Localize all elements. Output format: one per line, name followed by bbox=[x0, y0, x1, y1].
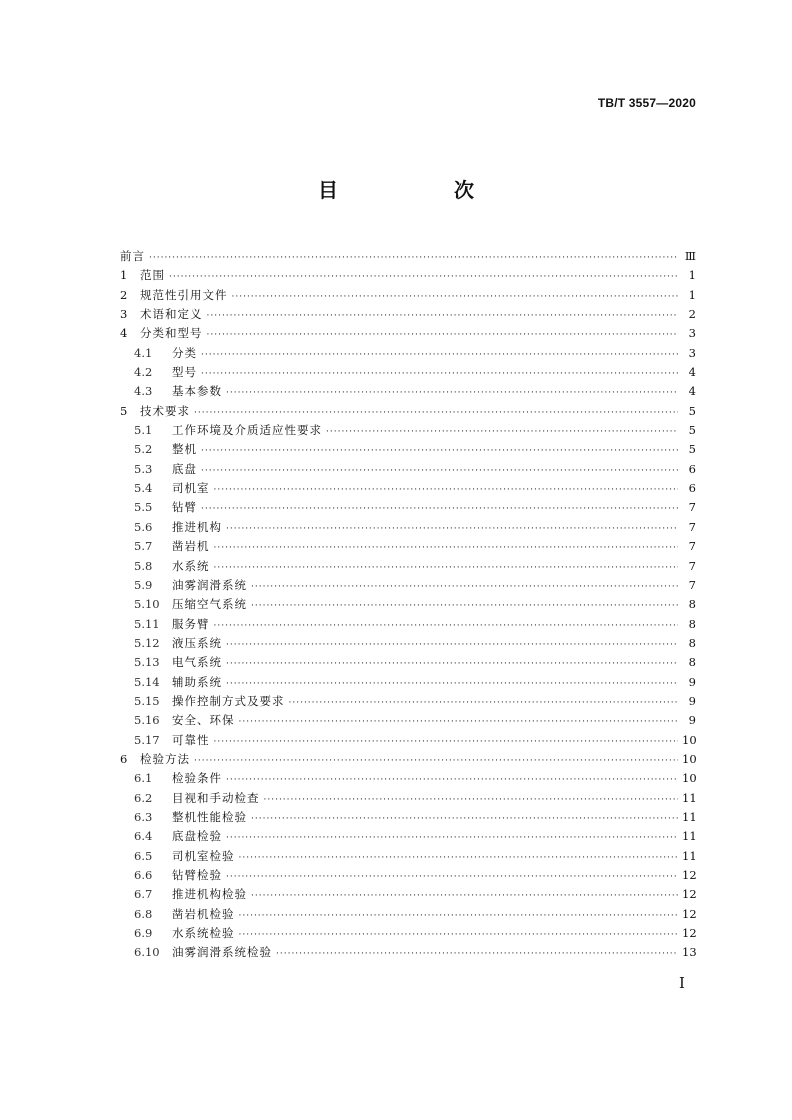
table-of-contents bbox=[120, 248, 696, 964]
toc-entry-page: 7 bbox=[688, 500, 696, 515]
toc-entry-title: 整机 bbox=[172, 442, 197, 457]
toc-entry-title: 检验条件 bbox=[172, 771, 222, 786]
toc-entry[interactable] bbox=[120, 422, 696, 441]
toc-entry-page: 10 bbox=[682, 771, 697, 786]
toc-entry-number: 6.9 bbox=[134, 926, 153, 941]
toc-entry-title: 分类和型号 bbox=[140, 326, 203, 341]
toc-leader-dots bbox=[251, 582, 678, 592]
toc-leader-dots bbox=[251, 891, 678, 901]
toc-entry-title: 凿岩机 bbox=[172, 539, 210, 554]
toc-entry-number: 6.5 bbox=[134, 848, 153, 863]
toc-entry[interactable] bbox=[120, 248, 696, 267]
toc-entry[interactable] bbox=[120, 712, 696, 731]
toc-entry-page: 2 bbox=[688, 307, 696, 322]
toc-entry-title: 安全、环保 bbox=[172, 713, 235, 728]
toc-entry-page: 9 bbox=[688, 713, 696, 728]
toc-leader-dots bbox=[169, 272, 678, 282]
toc-entry-title: 水系统检验 bbox=[172, 926, 235, 941]
toc-entry-page: 4 bbox=[688, 384, 696, 399]
toc-entry[interactable] bbox=[120, 732, 696, 751]
toc-leader-dots bbox=[251, 814, 678, 824]
toc-entry-title: 范围 bbox=[140, 268, 165, 283]
toc-entry[interactable] bbox=[120, 790, 696, 809]
toc-entry-number: 2 bbox=[120, 287, 128, 302]
toc-leader-dots bbox=[201, 504, 678, 514]
toc-entry-number: 5.12 bbox=[134, 635, 160, 650]
toc-entry-page: 7 bbox=[688, 577, 696, 592]
toc-entry[interactable] bbox=[120, 809, 696, 828]
toc-entry-number: 6 bbox=[120, 751, 128, 766]
toc-leader-dots bbox=[214, 485, 679, 495]
toc-entry[interactable] bbox=[120, 441, 696, 460]
toc-leader-dots bbox=[226, 659, 678, 669]
toc-leader-dots bbox=[201, 350, 678, 360]
toc-entry[interactable] bbox=[120, 654, 696, 673]
page-title: 目 次 bbox=[318, 178, 522, 202]
toc-leader-dots bbox=[214, 563, 679, 573]
toc-entry-number: 5.9 bbox=[134, 577, 153, 592]
toc-entry-title: 服务臂 bbox=[172, 616, 210, 631]
toc-leader-dots bbox=[207, 311, 679, 321]
toc-entry-number: 6.6 bbox=[134, 868, 153, 882]
toc-leader-dots bbox=[149, 253, 678, 263]
toc-entry-page: 11 bbox=[682, 790, 697, 805]
toc-entry[interactable] bbox=[120, 693, 696, 712]
toc-entry-title: 规范性引用文件 bbox=[140, 287, 228, 302]
toc-entry-number: 5.15 bbox=[134, 693, 160, 708]
toc-entry-title: 型号 bbox=[172, 365, 197, 380]
toc-entry-page: 8 bbox=[688, 616, 696, 631]
toc-entry-page: Ⅲ bbox=[684, 249, 696, 263]
toc-leader-dots bbox=[201, 466, 678, 476]
toc-entry-number: 5.16 bbox=[134, 713, 160, 728]
toc-leader-dots bbox=[239, 911, 679, 921]
toc-entry-page: 9 bbox=[688, 693, 696, 708]
toc-entry-title: 基本参数 bbox=[172, 384, 222, 399]
toc-entry[interactable] bbox=[120, 325, 696, 344]
toc-leader-dots bbox=[214, 737, 679, 747]
toc-leader-dots bbox=[201, 369, 678, 379]
page-number: Ⅰ bbox=[679, 974, 685, 992]
toc-entry-page: 6 bbox=[688, 481, 696, 496]
toc-entry[interactable] bbox=[120, 751, 696, 770]
toc-entry-number: 6.10 bbox=[134, 945, 160, 960]
standard-code: TB/T 3557—2020 bbox=[597, 96, 696, 110]
toc-leader-dots bbox=[239, 717, 679, 727]
toc-entry-page: 3 bbox=[688, 345, 696, 360]
toc-entry-title: 液压系统 bbox=[172, 635, 222, 650]
toc-entry[interactable] bbox=[120, 674, 696, 693]
toc-leader-dots bbox=[239, 853, 679, 863]
toc-entry-title: 司机室检验 bbox=[172, 848, 235, 863]
toc-entry-page: 8 bbox=[688, 655, 696, 670]
toc-entry-page: 1 bbox=[688, 268, 696, 283]
toc-leader-dots bbox=[201, 446, 678, 456]
toc-entry-number: 6.3 bbox=[134, 809, 153, 824]
toc-entry-title: 分类 bbox=[172, 345, 197, 360]
toc-entry-page: 10 bbox=[682, 751, 697, 766]
toc-entry-number: 5.17 bbox=[134, 732, 160, 747]
toc-entry-title: 推进机构检验 bbox=[172, 887, 247, 902]
toc-leader-dots bbox=[226, 775, 678, 785]
toc-entry[interactable] bbox=[120, 558, 696, 577]
toc-entry-number: 4 bbox=[120, 326, 128, 341]
toc-entry[interactable] bbox=[120, 596, 696, 615]
toc-entry[interactable] bbox=[120, 616, 696, 635]
toc-leader-dots bbox=[226, 524, 678, 534]
toc-entry-page: 11 bbox=[682, 848, 697, 863]
toc-entry-title: 凿岩机检验 bbox=[172, 906, 235, 921]
toc-entry[interactable] bbox=[120, 538, 696, 557]
toc-entry-page: 6 bbox=[688, 461, 696, 476]
toc-entry-title: 整机性能检验 bbox=[172, 809, 247, 824]
toc-entry-title: 推进机构 bbox=[172, 519, 222, 534]
toc-entry-page: 9 bbox=[688, 674, 696, 689]
toc-entry[interactable] bbox=[120, 848, 696, 867]
toc-entry-number: 3 bbox=[120, 307, 128, 322]
toc-entry-number: 5.7 bbox=[134, 539, 153, 554]
toc-leader-dots bbox=[276, 949, 678, 959]
toc-entry-number: 5.1 bbox=[134, 423, 153, 438]
toc-entry-title: 术语和定义 bbox=[140, 307, 203, 322]
toc-entry-page: 12 bbox=[682, 868, 697, 882]
toc-entry[interactable] bbox=[120, 577, 696, 596]
toc-entry-page: 10 bbox=[682, 732, 697, 747]
toc-entry-title: 底盘检验 bbox=[172, 829, 222, 844]
toc-entry-page: 11 bbox=[682, 809, 697, 824]
toc-entry-number: 6.2 bbox=[134, 790, 153, 805]
toc-entry[interactable] bbox=[120, 480, 696, 499]
toc-entry[interactable] bbox=[120, 770, 696, 789]
toc-entry-number: 4.2 bbox=[134, 365, 153, 380]
toc-entry[interactable] bbox=[120, 403, 696, 422]
toc-entry-page: 7 bbox=[688, 539, 696, 554]
toc-entry-page: 5 bbox=[688, 423, 696, 438]
toc-entry-title: 技术要求 bbox=[140, 403, 190, 418]
toc-entry-number: 5.10 bbox=[134, 597, 160, 612]
toc-entry[interactable] bbox=[120, 287, 696, 306]
toc-leader-dots bbox=[194, 408, 678, 418]
toc-entry-title: 检验方法 bbox=[140, 751, 190, 766]
toc-entry-title: 水系统 bbox=[172, 558, 210, 573]
toc-entry-number: 6.4 bbox=[134, 829, 153, 844]
toc-entry-number: 6.8 bbox=[134, 906, 153, 921]
toc-leader-dots bbox=[226, 833, 678, 843]
toc-entry[interactable] bbox=[120, 267, 696, 286]
toc-entry-page: 13 bbox=[682, 945, 697, 960]
toc-entry-number: 6.7 bbox=[134, 887, 153, 902]
toc-entry-title: 工作环境及介质适应性要求 bbox=[172, 423, 322, 438]
toc-leader-dots bbox=[239, 930, 679, 940]
toc-entry-title: 操作控制方式及要求 bbox=[172, 693, 285, 708]
toc-entry-title: 底盘 bbox=[172, 461, 197, 476]
toc-entry-page: 12 bbox=[682, 906, 697, 921]
toc-entry-number: 5.11 bbox=[134, 616, 160, 631]
toc-leader-dots bbox=[232, 292, 679, 302]
toc-entry-page: 8 bbox=[688, 635, 696, 650]
toc-entry-page: 12 bbox=[682, 887, 697, 902]
toc-entry-page: 3 bbox=[688, 326, 696, 341]
toc-entry-page: 5 bbox=[688, 403, 696, 418]
toc-entry[interactable] bbox=[120, 925, 696, 944]
toc-leader-dots bbox=[226, 679, 678, 689]
toc-entry-page: 12 bbox=[682, 926, 697, 941]
toc-entry-number: 6.1 bbox=[134, 771, 153, 786]
toc-entry-page: 11 bbox=[682, 829, 697, 844]
toc-entry-title: 钻臂 bbox=[172, 500, 197, 515]
toc-entry[interactable] bbox=[120, 364, 696, 383]
toc-entry-title: 前言 bbox=[120, 249, 145, 263]
toc-entry-number: 5.8 bbox=[134, 558, 153, 573]
toc-entry-page: 4 bbox=[688, 365, 696, 380]
toc-entry-page: 7 bbox=[688, 519, 696, 534]
toc-entry-title: 压缩空气系统 bbox=[172, 597, 247, 612]
toc-entry-number: 4.1 bbox=[134, 345, 153, 360]
toc-entry-title: 电气系统 bbox=[172, 655, 222, 670]
toc-entry-number: 1 bbox=[120, 268, 128, 283]
toc-leader-dots bbox=[251, 601, 678, 611]
toc-entry[interactable] bbox=[120, 499, 696, 518]
toc-entry[interactable] bbox=[120, 383, 696, 402]
toc-leader-dots bbox=[326, 427, 678, 437]
toc-entry[interactable] bbox=[120, 906, 696, 925]
toc-leader-dots bbox=[264, 795, 679, 805]
toc-entry-number: 5.13 bbox=[134, 655, 160, 670]
toc-entry-number: 5.6 bbox=[134, 519, 153, 534]
toc-entry[interactable] bbox=[120, 944, 696, 963]
toc-leader-dots bbox=[289, 698, 679, 708]
toc-entry-number: 5.5 bbox=[134, 500, 153, 515]
toc-leader-dots bbox=[194, 756, 678, 766]
toc-leader-dots bbox=[226, 640, 678, 650]
toc-entry-number: 5.3 bbox=[134, 461, 153, 476]
toc-entry-page: 8 bbox=[688, 597, 696, 612]
toc-entry[interactable] bbox=[120, 306, 696, 325]
toc-leader-dots bbox=[207, 330, 679, 340]
toc-entry-number: 4.3 bbox=[134, 384, 153, 399]
toc-entry[interactable] bbox=[120, 828, 696, 847]
toc-entry-number: 5.14 bbox=[134, 674, 160, 689]
toc-entry-number: 5.2 bbox=[134, 442, 153, 457]
toc-leader-dots bbox=[226, 872, 678, 882]
toc-entry[interactable] bbox=[120, 886, 696, 905]
toc-entry-number: 5.4 bbox=[134, 481, 153, 496]
toc-entry-page: 7 bbox=[688, 558, 696, 573]
toc-entry[interactable] bbox=[120, 635, 696, 654]
toc-leader-dots bbox=[226, 388, 678, 398]
toc-leader-dots bbox=[214, 543, 679, 553]
toc-entry[interactable] bbox=[120, 519, 696, 538]
toc-entry[interactable] bbox=[120, 345, 696, 364]
toc-entry-number: 5 bbox=[120, 403, 128, 418]
toc-entry-page: 1 bbox=[688, 287, 696, 302]
toc-entry-title: 辅助系统 bbox=[172, 674, 222, 689]
toc-entry-title: 油雾润滑系统检验 bbox=[172, 945, 272, 960]
toc-entry[interactable] bbox=[120, 461, 696, 480]
toc-entry-page: 5 bbox=[688, 442, 696, 457]
toc-entry-title: 司机室 bbox=[172, 481, 210, 496]
toc-entry-title: 可靠性 bbox=[172, 732, 210, 747]
toc-leader-dots bbox=[214, 621, 679, 631]
toc-entry-title: 钻臂检验 bbox=[172, 868, 222, 882]
toc-entry-title: 油雾润滑系统 bbox=[172, 577, 247, 592]
toc-entry[interactable] bbox=[120, 867, 696, 886]
toc-entry-title: 目视和手动检查 bbox=[172, 790, 260, 805]
